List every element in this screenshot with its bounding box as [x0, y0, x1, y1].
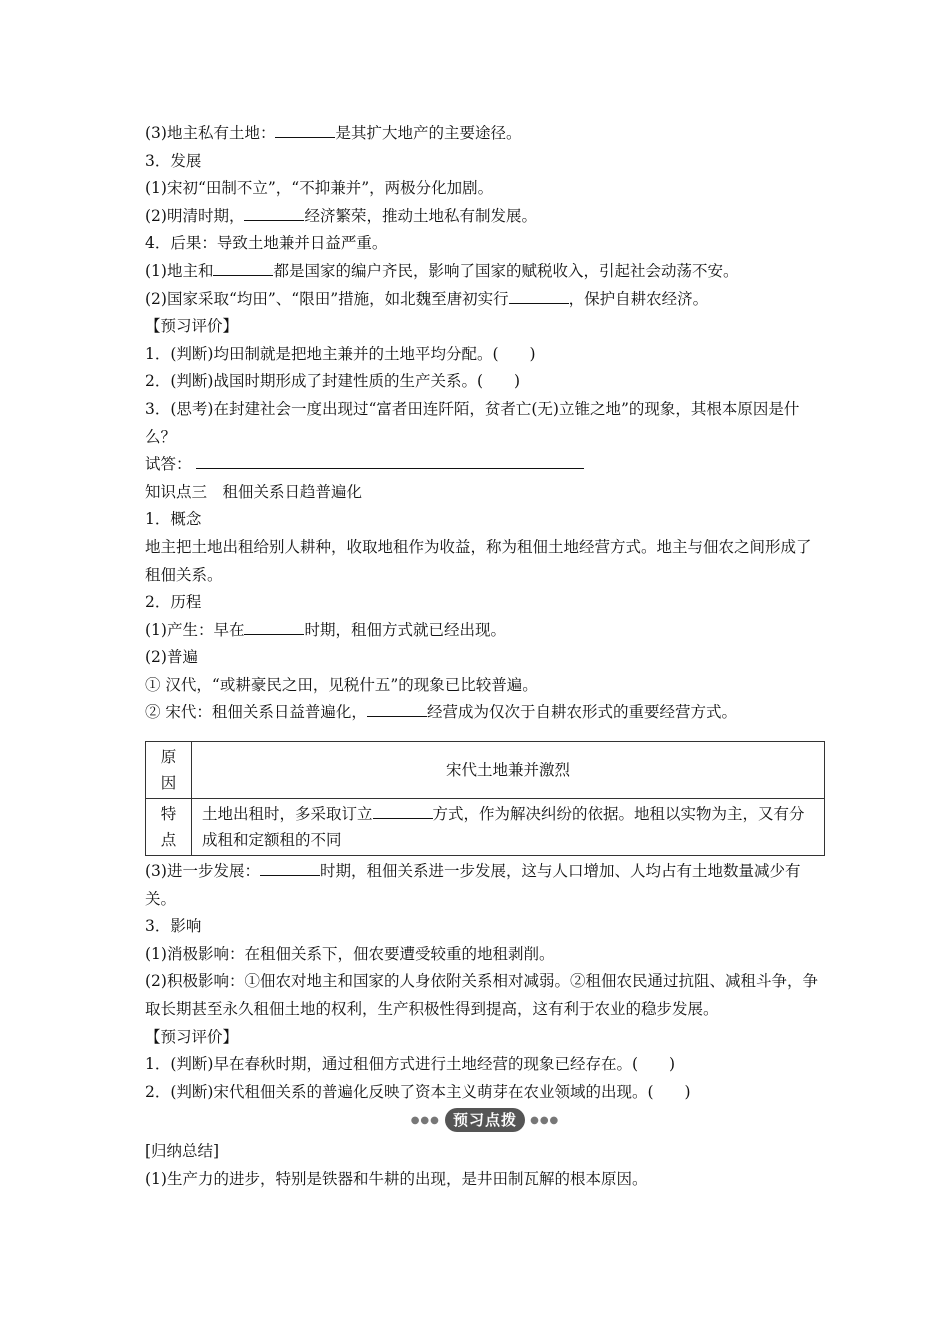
- text-line: [145, 203, 825, 231]
- text-line: [145, 699, 825, 727]
- text: 时期，租佃关系进一步发展，这与人口增加、人均占有土地数量减少有关。: [145, 862, 801, 908]
- text: 经营成为仅次于自耕农形式的重要经营方式。: [426, 703, 737, 722]
- answer-label: 试答：: [145, 455, 192, 474]
- text: (1)产生：早在: [145, 620, 245, 639]
- text-line: (1)生产力的进步，特别是铁器和牛耕的出现，是井田制瓦解的根本原因。: [145, 1170, 648, 1188]
- question: 2．(判断)战国时期形成了封建性质的生产关系。( ): [145, 372, 521, 391]
- text: (1)地主和: [145, 261, 214, 280]
- paragraph: 地主把土地出租给别人耕种，收取地租作为收益，称为租佃土地经营方式。地主与佃农之间形成了租佃关系。: [145, 537, 812, 584]
- table-cell: 宋代土地兼并激烈: [192, 742, 825, 799]
- text-line: ① 汉代，“或耕豪民之田，见税什五”的现象已比较普遍。: [145, 675, 538, 694]
- text-line: (1)消极影响：在租佃关系下，佃农要遭受较重的地租剥削。: [145, 944, 555, 963]
- text: (3)地主私有土地：: [145, 124, 276, 142]
- document-page: [145, 120, 825, 1194]
- text: 是其扩大地产的主要途径。: [335, 124, 522, 142]
- section-banner: [145, 1108, 825, 1138]
- review-heading: 【预习评价】: [145, 317, 239, 336]
- question: 3．(思考)在封建社会一度出现过“富者田连阡陌，贫者亡(无)立锥之地”的现象，其根本原因是什么？: [145, 399, 800, 446]
- dots-right-icon: ●●●: [530, 1115, 560, 1127]
- text: 土地出租时，多采取订立: [202, 805, 373, 824]
- table-header-cell: 特点: [146, 799, 192, 856]
- table-row: [146, 742, 825, 799]
- fill-blank: [244, 620, 304, 635]
- table-cell: [192, 799, 825, 856]
- dots-left-icon: ●●●: [410, 1115, 440, 1127]
- question: 1．(判断)早在春秋时期，通过租佃方式进行土地经营的现象已经存在。( ): [145, 1055, 676, 1074]
- text: 时期，租佃方式就已经出现。: [304, 620, 506, 639]
- section-heading: 1．概念: [145, 510, 202, 529]
- text: (3)进一步发展：: [145, 862, 260, 881]
- table-header-cell: 原因: [146, 742, 192, 799]
- text-line: [145, 286, 825, 314]
- fill-blank: [213, 261, 273, 276]
- question: 1．(判断)均田制就是把地主兼并的土地平均分配。( ): [145, 344, 536, 363]
- paragraph: (2)积极影响：①佃农对地主和国家的人身依附关系相对减弱。②租佃农民通过抗阻、减租斗争，争取长期甚至永久租佃土地的权利，生产积极性得到提高，这有利于农业的稳步发展。: [145, 972, 818, 1019]
- section-heading: 4．后果：导致土地兼并日益严重。: [145, 234, 388, 253]
- fill-blank: [244, 206, 304, 221]
- text: 经济繁荣，推动土地私有制发展。: [304, 206, 537, 225]
- fill-blank: [260, 861, 320, 876]
- text-line: [145, 617, 825, 645]
- summary-heading: [归纳总结]: [145, 1142, 220, 1161]
- text-line: (1)宋初“田制不立”，“不抑兼并”，两极分化加剧。: [145, 179, 494, 198]
- text: (2)明清时期，: [145, 206, 245, 225]
- banner-badge: 预习点拨: [445, 1108, 525, 1132]
- section-heading: 3．发展: [145, 151, 202, 170]
- text-line: [145, 858, 825, 913]
- text-line: [145, 258, 825, 286]
- fill-blank: [275, 123, 335, 138]
- text: ，保护自耕农经济。: [568, 289, 709, 308]
- table-row: [146, 799, 825, 856]
- text: 都是国家的编户齐民，影响了国家的赋税收入，引起社会动荡不安。: [273, 261, 739, 280]
- text: 方式，作为解决纠纷的依据。地租以实物为主，又有分成租和定额租的不同: [202, 805, 805, 850]
- text: (2)国家采取“均田”、“限田”措施，如北魏至唐初实行: [145, 289, 509, 308]
- answer-blank: [196, 454, 584, 469]
- fill-blank: [367, 702, 427, 717]
- fill-blank: [373, 804, 433, 819]
- knowledge-point-title: 知识点三 租佃关系日趋普遍化: [145, 482, 363, 501]
- question: 2．(判断)宋代租佃关系的普遍化反映了资本主义萌芽在农业领域的出现。( ): [145, 1082, 691, 1101]
- text: ② 宋代：租佃关系日益普遍化，: [145, 703, 367, 722]
- fill-blank: [509, 289, 569, 304]
- answer-line: [145, 451, 825, 479]
- review-heading: 【预习评价】: [145, 1027, 239, 1046]
- section-heading: 2．历程: [145, 593, 202, 612]
- text-line: [145, 120, 825, 148]
- section-heading: 3．影响: [145, 917, 202, 936]
- info-table: [145, 741, 825, 856]
- text-line: (2)普遍: [145, 648, 198, 667]
